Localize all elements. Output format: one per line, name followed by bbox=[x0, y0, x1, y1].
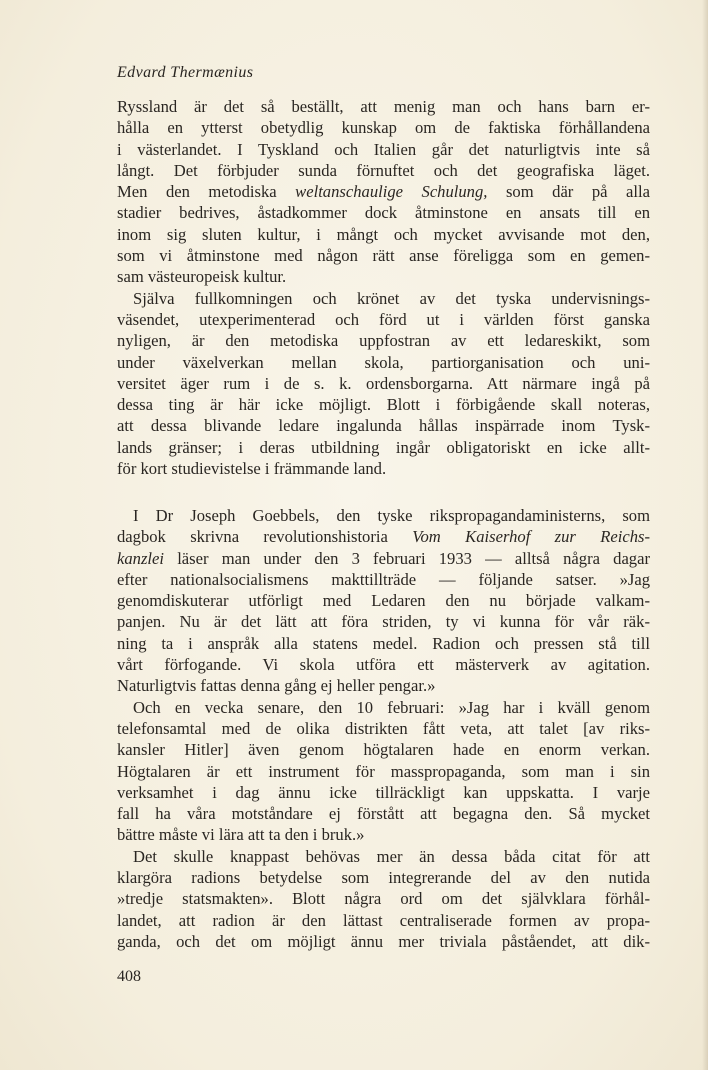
text-line bbox=[117, 654, 650, 675]
text-line bbox=[117, 181, 650, 202]
text-segment: dagbok skrivna revolutionshistoria bbox=[117, 527, 413, 547]
text-segment: Det skulle knappast behövas mer än dessa båda citat för att bbox=[133, 846, 650, 866]
page-edge-shadow bbox=[702, 0, 708, 1070]
text-line bbox=[117, 548, 650, 569]
text-line bbox=[117, 202, 650, 223]
text-segment: ning ta i anspråk alla statens medel. Radion och pressen stå till bbox=[117, 633, 650, 653]
text-line bbox=[117, 288, 650, 309]
text-line bbox=[117, 330, 650, 351]
text-segment: telefonsamtal med de olika distrikten fått veta, att talet [av riks- bbox=[117, 718, 650, 738]
text-segment: ganda, och det om möjligt ännu mer triviala påståendet, att dik- bbox=[117, 931, 650, 951]
text-line bbox=[117, 373, 650, 394]
text-segment: som vi åtminstone med någon rätt anse föreligga som en gemen- bbox=[117, 246, 650, 266]
text-line bbox=[117, 761, 650, 782]
running-head: Edvard Thermænius bbox=[117, 64, 254, 81]
text-line bbox=[117, 633, 650, 654]
text-segment: fall ha våra motståndare ej förstått att begagna den. Så mycket bbox=[117, 804, 650, 824]
text-line bbox=[117, 675, 650, 696]
text-segment: hålla en ytterst obetydlig kunskap om de faktiska förhållandena bbox=[117, 118, 650, 138]
text-segment: Naturligtvis fattas denna gång ej heller pengar.» bbox=[117, 676, 436, 696]
text-line bbox=[117, 394, 650, 415]
text-line bbox=[117, 245, 650, 266]
text-block-upper bbox=[117, 96, 650, 479]
text-segment: under växelverkan mellan skola, partiorganisation och uni- bbox=[117, 352, 650, 372]
text-segment: sam västeuropeisk kultur. bbox=[117, 267, 287, 287]
text-line bbox=[117, 96, 650, 117]
text-line bbox=[117, 782, 650, 803]
text-segment: läser man under den 3 februari 1933 — alltså några dagar bbox=[164, 548, 650, 568]
text-line bbox=[117, 888, 650, 909]
text-segment: Men den metodiska bbox=[117, 182, 296, 202]
text-line bbox=[117, 803, 650, 824]
text-line bbox=[117, 910, 650, 931]
text-line bbox=[117, 739, 650, 760]
text-line bbox=[117, 931, 650, 952]
text-line bbox=[117, 590, 650, 611]
text-line bbox=[117, 611, 650, 632]
text-line bbox=[117, 266, 650, 287]
text-line bbox=[117, 569, 650, 590]
text-line bbox=[117, 458, 650, 479]
text-segment: kansler Hitler] även genom högtalaren hade en enorm verkan. bbox=[117, 740, 650, 760]
text-segment: I Dr Joseph Goebbels, den tyske rikspropagandaministerns, som bbox=[133, 506, 650, 525]
text-segment: versitet äger rum i de s. k. ordensborgarna. Att närmare ingå på bbox=[117, 373, 650, 393]
text-line bbox=[117, 117, 650, 138]
text-line bbox=[117, 867, 650, 888]
text-segment: bättre måste vi lära att ta den i bruk.» bbox=[117, 825, 365, 845]
text-segment: Och en vecka senare, den 10 februari: »Jag har i kväll genom bbox=[133, 697, 650, 717]
text-segment: verksamhet i dag ännu icke tillräckligt kan uppskatta. I varje bbox=[117, 782, 650, 802]
text-line bbox=[117, 505, 650, 526]
text-line bbox=[117, 697, 650, 718]
text-segment: i västerlandet. I Tyskland och Italien går det naturligtvis inte så bbox=[117, 139, 650, 159]
text-segment: lands gränser; i deras utbildning ingår obligatoriskt en icke allt- bbox=[117, 437, 650, 457]
text-line bbox=[117, 352, 650, 373]
text-line bbox=[117, 224, 650, 245]
text-line bbox=[117, 160, 650, 181]
text-segment: som där på alla bbox=[487, 182, 650, 202]
text-segment: landet, att radion är den lättast centraliserade formen av propa- bbox=[117, 910, 650, 930]
text-segment: dessa ting är här icke möjligt. Blott i förbigående skall noteras, bbox=[117, 395, 650, 415]
text-segment: väsendet, utexperimenterad och förd ut i världen först ganska bbox=[117, 309, 650, 329]
page-number: 408 bbox=[117, 968, 141, 985]
text-segment: genomdiskuterar utförligt med Ledaren den nu började valkam- bbox=[117, 591, 650, 611]
text-segment: inom sig sluten kultur, i mångt och mycket avvisande mot den, bbox=[117, 224, 650, 244]
text-segment: Ryssland är det så beställt, att menig man och hans barn er- bbox=[117, 97, 650, 116]
text-line bbox=[117, 139, 650, 160]
text-segment: efter nationalsocialismens makttillträde — följande satser. »Jag bbox=[117, 569, 650, 589]
text-line bbox=[117, 846, 650, 867]
text-segment: långt. Det förbjuder sunda förnuftet och det geografiska läget. bbox=[117, 160, 650, 180]
text-segment: stadier bedrives, åstadkommer dock åtminstone en ansats till en bbox=[117, 203, 650, 223]
text-line bbox=[117, 824, 650, 845]
text-segment: panjen. Nu är det lätt att föra striden, ty vi kunna för vår räk- bbox=[117, 612, 650, 632]
text-segment: Högtalaren är ett instrument för masspropaganda, som man i sin bbox=[117, 761, 650, 781]
text-segment: weltanschaulige Schulung, bbox=[295, 182, 488, 202]
text-segment: för kort studievistelse i främmande land. bbox=[117, 459, 387, 479]
text-segment: kanzlei bbox=[117, 548, 165, 568]
text-line bbox=[117, 309, 650, 330]
text-segment: Själva fullkomningen och krönet av det tyska undervisnings- bbox=[133, 288, 650, 308]
text-line bbox=[117, 526, 650, 547]
text-segment: nyligen, är den metodiska uppfostran av ett ledareskikt, som bbox=[117, 331, 650, 351]
text-line bbox=[117, 415, 650, 436]
text-segment: klargöra radions betydelse som integrerande del av den nutida bbox=[117, 868, 650, 888]
text-segment: Vom Kaiserhof zur Reichs- bbox=[412, 527, 650, 547]
text-segment: »tredje statsmakten». Blott några ord om det självklara förhål- bbox=[117, 889, 650, 909]
text-line bbox=[117, 718, 650, 739]
text-block-lower bbox=[117, 505, 650, 952]
text-segment: att dessa blivande ledare ingalunda hållas inspärrade inom Tysk- bbox=[117, 416, 650, 436]
text-segment: vårt förfogande. Vi skola utföra ett mästerverk av agitation. bbox=[117, 655, 650, 675]
text-line bbox=[117, 437, 650, 458]
